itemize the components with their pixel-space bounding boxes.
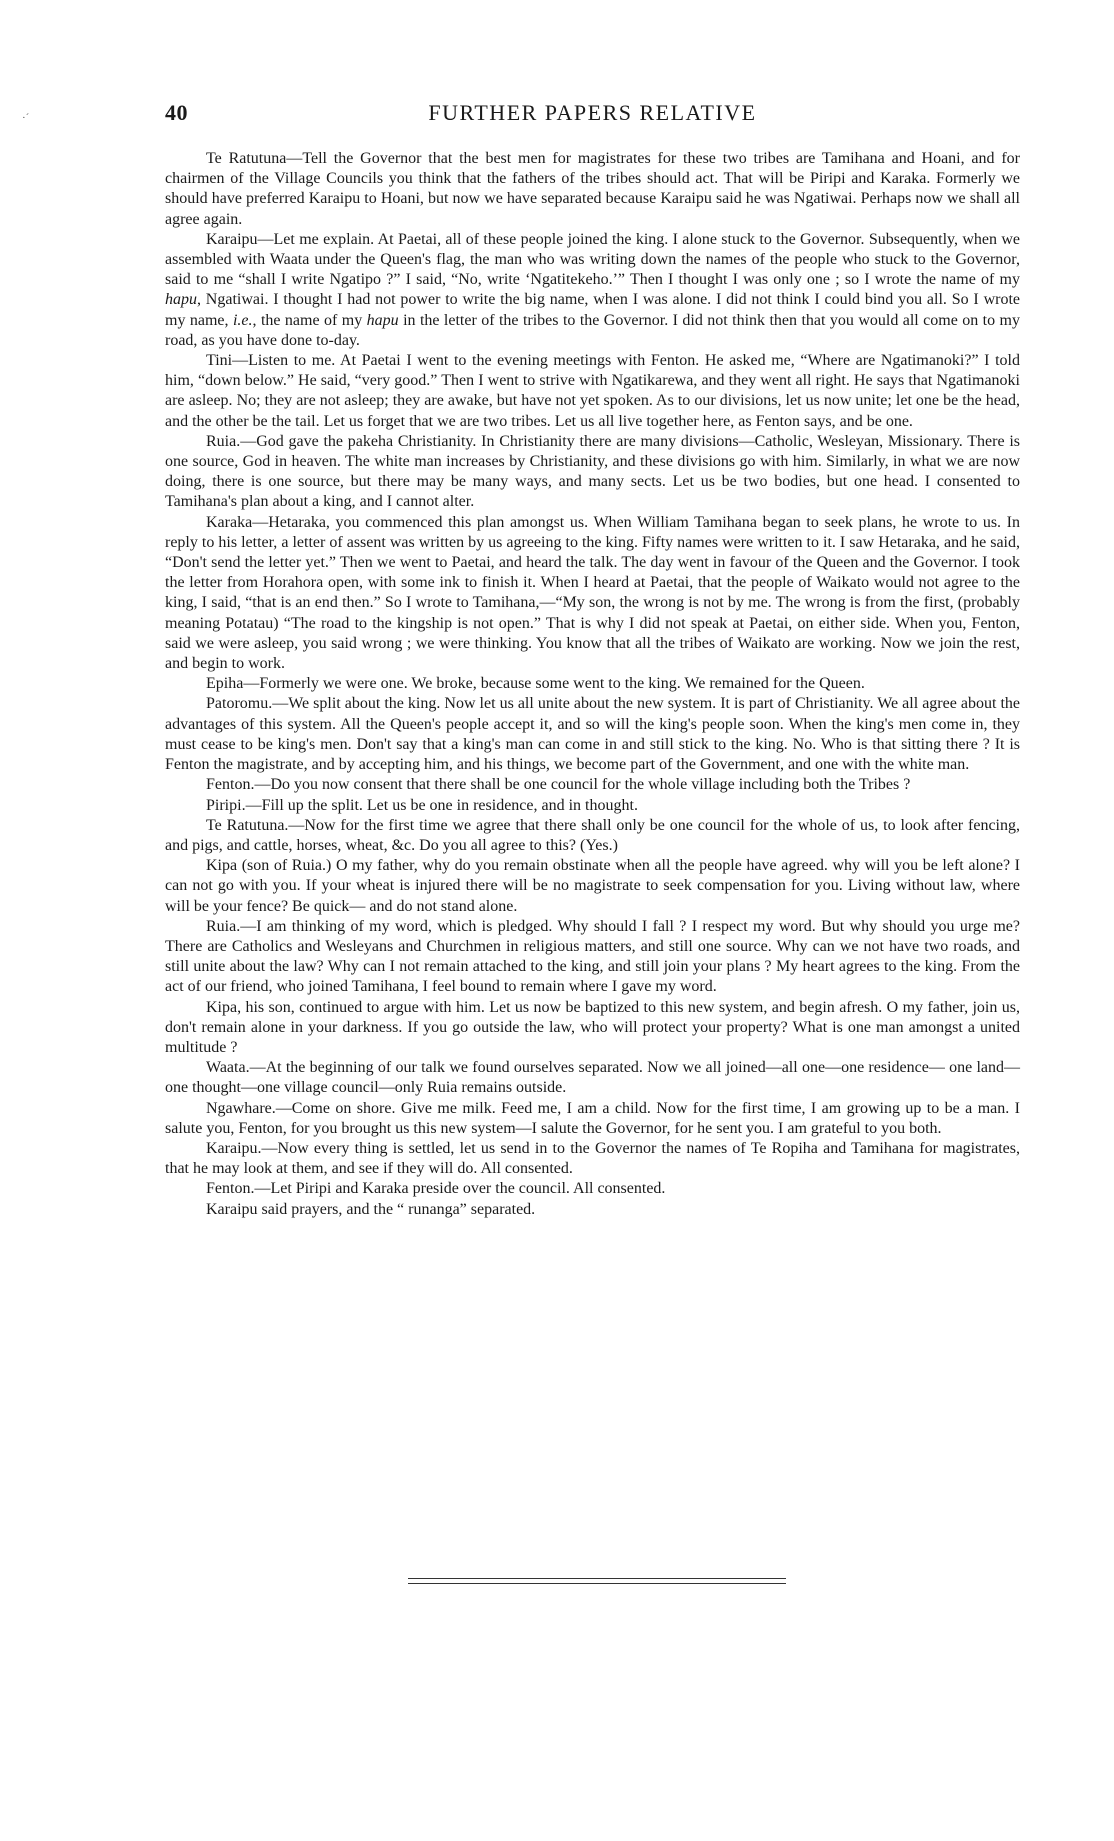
paragraph-closing: Karaipu said prayers, and the “ runanga” separated. xyxy=(206,1200,536,1218)
page-number: 40 xyxy=(165,100,188,125)
section-end-rule xyxy=(408,1578,786,1584)
paragraph-epiha: Epiha—Formerly we were one. We broke, because some went to the king. We remained for the Queen. xyxy=(206,675,865,693)
paragraph-kipa-2: Kipa, his son, continued to argue with him. Let us now be baptized to this new system, and begin afresh. O my father, join us, don't remain alone in your darkness. If you go outside the law, who will protect your property? What is one man amongst a united multitude ? xyxy=(165,998,1020,1056)
paragraph-piripi: Piripi.—Fill up the split. Let us be one in residence, and in thought. xyxy=(206,796,638,814)
paragraph-waata: Waata.—At the beginning of our talk we found ourselves separated. Now we all joined—all one—one residence— one land—one thought—one village council—only Ruia remains outside. xyxy=(165,1059,1020,1097)
paragraph-fenton-1: Fenton.—Do you now consent that there shall be one council for the whole village including both the Tribes ? xyxy=(206,776,911,794)
paragraph-te-ratutuna-1: Te Ratutuna—Tell the Governor that the best men for magistrates for these two tribes are Tamihana and Hoani, and for chairmen of the Village Councils you think that the fathers of the tribes should act. That will be Piripi and Karaka. Formerly we should have preferred Karaipu to Hoani, but now we have separated because Karaipu said he was Ngatiwai. Perhaps now we shall all agree again. xyxy=(165,150,1020,228)
paragraph-fenton-2: Fenton.—Let Piripi and Karaka preside over the council. All consented. xyxy=(206,1180,666,1198)
paragraph-patoromu: Patoromu.—We split about the king. Now let us all unite about the new system. It is part of Christianity. We all agree about the advantages of this system. All the Queen's people accept it, and so will the king's people soon. When the king's men come in, they must cease to be king's men. Don't say that a king's man can come in and still stick to the king. No. Who is that sitting there ? It is Fenton the magistrate, and by accepting him, and his things, we become part of the Government, and one with the white man. xyxy=(165,695,1020,774)
page-header xyxy=(165,100,1020,134)
paragraph-ruia-2: Ruia.—I am thinking of my word, which is pledged. Why should I fall ? I respect my word. But why should you urge me? There are Catholics and Wesleyans and Churchmen in religious matters, and still one source. Why can we not have two roads, and still unite about the law? Why can I not remain attached to the king, and still join your plans ? My heart agrees to the king. From the act of our friend, who joined Tamihana, I feel bound to remain where I gave my word. xyxy=(165,917,1020,996)
paragraph-karaipu-1: Karaipu—Let me explain. At Paetai, all of these people joined the king. I alone stuck to the Governor. Subsequently, when we assembled with Waata under the Queen's flag, the man who was writing down the names of the people who stuck to the Governor, said to me “shall I write Ngatipo ?” I said, “No, write ‘Ngatitekeho.’” Then I thought I was only one ; so I wrote the name of my hapu, Ngatiwai. I thought I had not power to write the big name, when I was alone. I did not think I could bind you all. So I wrote my name, i.e., the name of my hapu in the letter of the tribes to the Governor. I did not think then that you would all come on to my road, as you have done to-day. xyxy=(165,230,1021,349)
paragraph-karaipu-2: Karaipu.—Now every thing is settled, let us send in to the Governor the names of Te Ropiha and Tamihana for magistrates, that he may look at them, and see if they will do. All consented. xyxy=(165,1139,1020,1178)
running-title: FURTHER PAPERS RELATIVE xyxy=(428,100,757,125)
margin-mark: ·ˊ xyxy=(22,112,30,124)
paragraph-ngawhare: Ngawhare.—Come on shore. Give me milk. Feed me, I am a child. Now for the first time, I am growing up to be a man. I salute you, Fenton, for you brought us this new system—I salute the Governor, for he sent you. I am grateful to you both. xyxy=(165,1099,1020,1137)
paragraph-te-ratutuna-2: Te Ratutuna.—Now for the first time we agree that there shall only be one council for the whole of us, to look after fencing, and pigs, and cattle, horses, wheat, &c. Do you all agree to this? (Yes.) xyxy=(165,816,1020,854)
paragraph-ruia-1: Ruia.—God gave the pakeha Christianity. In Christianity there are many divisions—Catholic, Wesleyan, Missionary. There is one source, God in heaven. The white man increases by Christianity, and these divisions go with him. Similarly, in what we are now doing, there is one source, but there may be many ways, and many sects. Let us be two bodies, but one head. I consented to Tamihana's plan about a king, and I cannot alter. xyxy=(165,432,1020,511)
body-text xyxy=(165,149,1020,1220)
paragraph-kipa-1: Kipa (son of Ruia.) O my father, why do you remain obstinate when all the people have agreed. why will you be left alone? I can not go with you. If your wheat is injured there will be no magistrate to seek compensation for you. Living without law, where will be your fence? Be quick— and do not stand alone. xyxy=(165,857,1020,915)
paragraph-tini: Tini—Listen to me. At Paetai I went to the evening meetings with Fenton. He asked me, “Where are Ngatimanoki?” I told him, “down below.” He said, “very good.” Then I went to strive with Ngatikarewa, and they went all right. He says that Ngatimanoki are asleep. No; they are not asleep; they are awake, but have not yet spoken. As to our divisions, let us now unite; let one be the head, and the other be the tail. Let us forget that we are two tribes. Let us all live together here, as Fenton says, and be one. xyxy=(165,352,1020,430)
paragraph-karaka: Karaka—Hetaraka, you commenced this plan amongst us. When William Tamihana began to seek plans, he wrote to us. In reply to his letter, a letter of assent was written by us agreeing to the king. Fifty names were written to it. I saw Hetaraka, and he said, “Don't send the letter yet.” Then we went to Paetai, and heard the talk. The day went in favour of the Queen and the Governor. I took the letter from Horahora open, with some ink to finish it. When I heard at Paetai, that the people of Waikato would not agree to the king, I said, “that is an end then.” So I wrote to Tamihana,—“My son, the wrong is not by me. The wrong is from the first, (probably meaning Potatau) “The road to the kingship is not open.” That is why I did not speak at Paetai, on either side. When you, Fenton, said we were asleep, you said wrong ; we were thinking. You know that all the tribes of Waikato are working. Now we join the rest, and begin to work. xyxy=(165,513,1020,673)
